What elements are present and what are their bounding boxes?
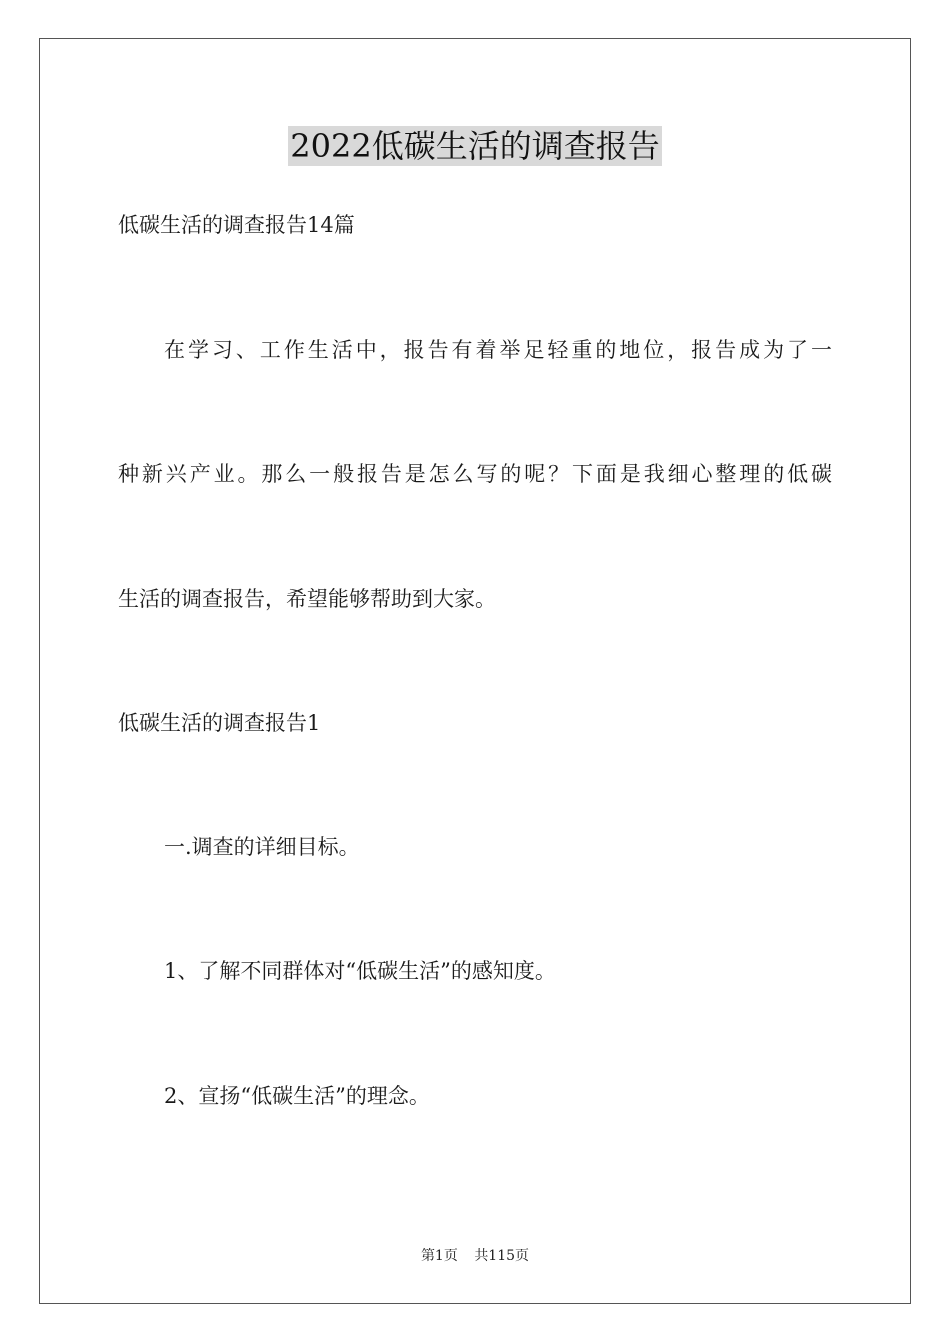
list-item: 1、了解不同群体对“低碳生活”的感知度。 bbox=[164, 959, 556, 983]
list-item: 2、宣扬“低碳生活”的理念。 bbox=[164, 1084, 430, 1108]
paragraph-line-1: 在学习、工作生活中，报告有着举足轻重的地位，报告成为了一 bbox=[164, 338, 832, 362]
page-footer bbox=[0, 1247, 950, 1265]
section-heading: 低碳生活的调查报告1 bbox=[118, 711, 321, 735]
page-total: 共115页 bbox=[474, 1248, 530, 1264]
document-title: 2022低碳生活的调查报告 bbox=[290, 127, 660, 165]
paragraph-line-3: 生活的调查报告，希望能够帮助到大家。 bbox=[118, 587, 496, 611]
list-item: 一.调查的详细目标。 bbox=[164, 835, 360, 859]
title-container bbox=[0, 126, 950, 166]
document-subtitle: 低碳生活的调查报告14篇 bbox=[118, 213, 355, 237]
page-number: 第1页 bbox=[420, 1248, 458, 1264]
paragraph-line-2: 种新兴产业。那么一般报告是怎么写的呢？下面是我细心整理的低碳 bbox=[118, 462, 832, 486]
